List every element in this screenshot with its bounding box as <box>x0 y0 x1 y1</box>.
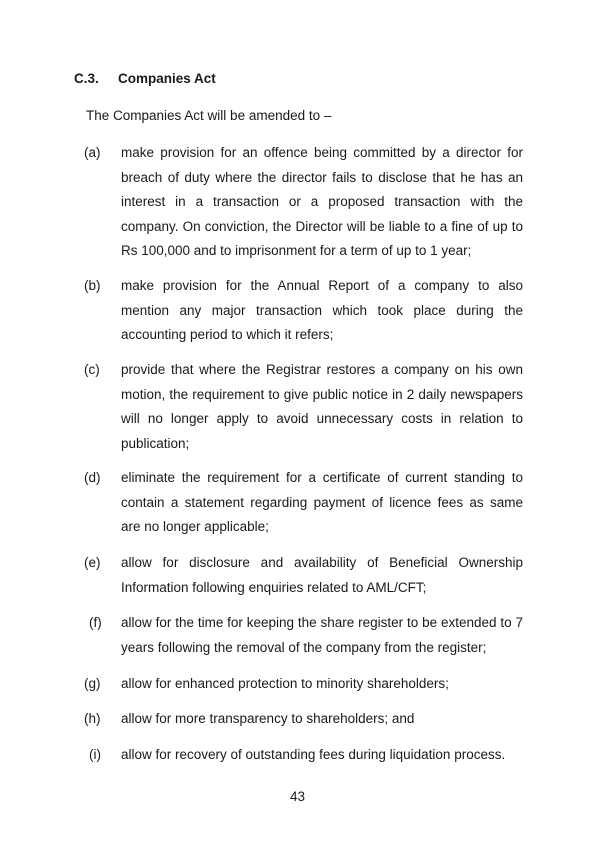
list-item-label: (c) <box>84 362 100 377</box>
list-item-text: make provision for an offence being committed by a director for breach of duty where the director fails to disclose that he has an interest in a transaction or a proposed transaction with the company. On conviction, the Director will be liable to a fine of up to Rs 100,000 and to imprisonment for a term of up to 1 year; <box>121 145 523 258</box>
list-item-label: (h) <box>84 711 101 726</box>
list-item-label: (g) <box>84 676 101 691</box>
intro-paragraph: The Companies Act will be amended to – <box>86 108 332 123</box>
list-item-label: (a) <box>84 145 101 160</box>
list-item-label: (e) <box>84 555 101 570</box>
list-item-text: allow for enhanced protection to minority shareholders; <box>121 676 449 691</box>
list-item-text: make provision for the Annual Report of a company to also mention any major transaction which took place during the accounting period to which it refers; <box>121 278 523 342</box>
list-item-label: (d) <box>84 470 101 485</box>
list-item-text: allow for more transparency to shareholders; and <box>121 711 415 726</box>
section-title: Companies Act <box>118 71 216 86</box>
section-heading <box>74 71 216 86</box>
list-item-text: allow for disclosure and availability of Beneficial Ownership Information following enquiries related to AML/CFT; <box>121 555 523 595</box>
list-item-text: eliminate the requirement for a certificate of current standing to contain a statement regarding payment of licence fees as same are no longer applicable; <box>121 470 523 534</box>
list-item-text: provide that where the Registrar restores a company on his own motion, the requirement to give public notice in 2 daily newspapers will no longer apply to avoid unnecessary costs in relation to publication; <box>121 362 523 451</box>
list-item-text: allow for recovery of outstanding fees during liquidation process. <box>121 747 506 762</box>
list-item-label: (b) <box>84 278 101 293</box>
section-number: C.3. <box>74 71 99 86</box>
list-item-text: allow for the time for keeping the share register to be extended to 7 years following the removal of the company from the register; <box>121 615 523 655</box>
list-item-label: (f) <box>89 615 102 630</box>
page-number: 43 <box>289 789 306 804</box>
list-item-label: (i) <box>89 747 101 762</box>
